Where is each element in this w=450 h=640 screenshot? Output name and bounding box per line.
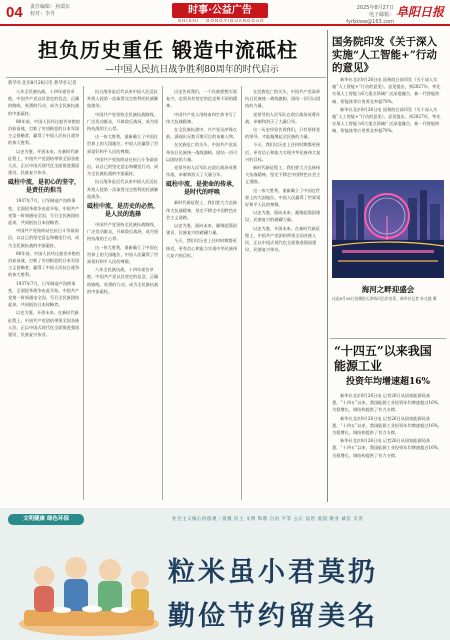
- paragraph: 80年前，中国人民经过艰苦卓绝的浴血奋战，打败了穷凶极恶的日本军国主义侵略者，赢得了中国人民抗日战争的伟大胜利。: [8, 250, 80, 278]
- paragraph: 八年全民族抗战，十四年艰苦卓绝。中国共产党以其坚定的信念、正确的路线、英勇的行动，成为全民族抗战的中流砥柱。: [87, 267, 159, 294]
- paragraph: 新时代新征程上，我们要大力弘扬伟大抗战精神，坚定不移走中国特色社会主义道路。: [166, 200, 238, 220]
- photo-caption: 这是8月26日拍摄的天津海河沿岸夜景。新华社记者 孙凡越 摄: [332, 296, 437, 301]
- paragraph: 以史为鉴，开创未来。在新时代新征程上，中国共产党团结带领全国各族人民，正以中国式现代化全面推进强国建设、民族复兴伟业。: [8, 148, 80, 176]
- paragraph: 今天，我们比历史上任何时期都更接近、更有信心和能力实现中华民族伟大复兴的目标。: [245, 142, 321, 162]
- article-column-2: [87, 88, 159, 498]
- main-subhead: —中国人民抗日战争胜利80周年的时代启示: [105, 65, 279, 75]
- masthead: [0, 0, 450, 26]
- paragraph: 历史告诉我们，一个民族要想实现复兴，必须具有坚定的信念和不屈的精神。: [166, 89, 238, 109]
- paragraph: 80年前，中国人民经过艰苦卓绝的浴血奋战，打败了穷凶极恶的日本军国主义侵略者，赢得了中国人民抗日战争的伟大胜利。: [8, 118, 80, 146]
- paragraph: 1937年7月，日军制造卢沟桥事变，全面侵华战争由此开始。中国共产党第一时间通电全国，号召全民族团结起来，共同抵抗日本侵略者。: [8, 198, 80, 226]
- energy-body: [332, 392, 444, 500]
- article-column-1: [8, 88, 80, 498]
- ai-policy-headline: 国务院印发《关于深入实施“人工智能+”行动的意见》: [332, 36, 437, 74]
- paragraph: 党领导的人民军队在敌后战场英勇作战，牵制和消灭了大量日军。: [245, 111, 321, 124]
- paragraph: 抗日战争是近代以来中国人民反抗外敌入侵第一次取得完全胜利的民族解放战争。: [87, 89, 159, 109]
- news-photo: [332, 180, 444, 278]
- contact-email: 电子邮箱：fyrbxww@163.com: [346, 12, 394, 25]
- column-rule: [241, 86, 242, 500]
- paragraph: 新华社北京8月26日电 国务院日前印发《关于深入实施“人工智能+”行动的意见》。意见提出，到2027年，率先实现人工智能与6大重点领域广泛深度融合，新一代智能终端、智能体等应用普及率超70%。: [332, 77, 441, 104]
- paragraph: 中国共产党坚持全民族抗战路线，广泛发动群众，开辟敌后战场，成为坚持抗战的主心骨。: [87, 111, 159, 132]
- photo-title: 海河之畔迎盛会: [361, 285, 415, 294]
- paragraph: 中国共产党始终站在抗日斗争最前沿，以自己的坚定意志和模范行动，成为全民族抗战的中流砥柱。: [87, 156, 159, 177]
- paragraph: 在民族危亡的关头，中国共产党高举抗日民族统一战线旗帜，团结一切可以团结的力量。: [245, 89, 321, 109]
- article-column-4: [245, 88, 323, 498]
- section-subtitle: 砥柱中流，是使命的传承，是时代的呼唤: [166, 181, 238, 197]
- paragraph: 抗日战争是近代以来中国人民反抗外敌入侵第一次取得完全胜利的民族解放战争。: [87, 179, 159, 199]
- paragraph: 八年全民族抗战，十四年艰苦卓绝。中国共产党以其坚定的信念、正确的路线、英勇的行动，成为全民族抗战的中流砥柱。: [8, 89, 80, 116]
- paragraph: 中国共产党人用鲜血和生命书写了伟大抗战精神。: [166, 111, 237, 124]
- ad-tag: 文明健康 绿色环保: [8, 514, 84, 525]
- haihe-night-scene: [332, 180, 444, 278]
- paragraph: 党领导的人民军队在敌后战场英勇作战，牵制和消灭了大量日军。: [166, 165, 237, 178]
- newspaper-logo: 阜阳日报: [396, 5, 445, 19]
- paragraph: 在全民族抗战中，共产党员冲锋在前，涌现出无数可歌可泣的英雄人物。: [166, 127, 238, 140]
- section-title: 时事·公益广告: [172, 3, 268, 18]
- paragraph: 新华社北京8月26日电 记者26日从国家能源局获悉，“十四五”以来，我国能源工业投资年均增速超过16%，为稳增长、调结构提供了有力支撑。: [332, 438, 442, 458]
- section-subtitle: 砥柱中流，是初心的坚守，是责任的担当: [8, 179, 80, 195]
- column-rule: [162, 86, 163, 500]
- paragraph: 以史为鉴，面向未来，凝聚起强国建设、民族复兴的磅礴力量。: [166, 223, 237, 236]
- paragraph: 中国共产党坚持全民族抗战路线，广泛发动群众，开辟敌后战场，成为坚持抗战的主心骨。: [87, 222, 159, 242]
- paragraph: 中国共产党始终站在抗日斗争最前沿，以自己的坚定意志和模范行动，成为全民族抗战的中流砥柱。: [8, 228, 80, 248]
- paragraph: 以史为鉴，面向未来，凝聚起强国建设、民族复兴的磅礴力量。: [245, 210, 321, 223]
- headline-rule: [6, 77, 326, 78]
- paragraph: 新时代新征程上，我们要大力弘扬伟大抗战精神，坚定不移走中国特色社会主义道路。: [245, 165, 321, 185]
- page-number: 04: [6, 4, 23, 21]
- paragraph: 新华社北京8月26日电 记者26日从国家能源局获悉，“十四五”以来，我国能源工业投资年均增速超过16%，为稳增长、调结构提供了有力支撑。: [332, 415, 442, 436]
- paragraph: 今天，我们比历史上任何时期都更接近、更有信心和能力实现中华民族伟大复兴的目标。: [166, 238, 238, 258]
- main-byline: 新华社北京8月26日电 新华社记者: [8, 81, 77, 86]
- paragraph: 以史为鉴，开创未来。在新时代新征程上，中国共产党团结带领全国各族人民，正以中国式现代化全面推进强国建设、民族复兴伟业。: [245, 225, 321, 253]
- core-values-strip: 社会主义核心价值观｜富强 民主 文明 和谐 自由 平等 公正 法治 爱国 敬业 诚信 友善: [172, 517, 364, 522]
- paragraph: 这一历史经验告诉我们，只有坚持党的领导，才能凝聚起全民族的力量。: [245, 127, 321, 140]
- paragraph: 1937年7月，日军制造卢沟桥事变，全面侵华战争由此开始。中国共产党第一时间通电全国，号召全民族团结起来，共同抵抗日本侵略者。: [8, 280, 80, 308]
- energy-headline: “十四五”以来我国能源工业: [334, 344, 432, 373]
- article-column-3: [166, 88, 238, 498]
- editor-credits: 责任编辑：孙瑞东 校对：李丹: [30, 4, 71, 17]
- story-rule: [330, 338, 446, 339]
- paragraph: 新华社北京8月26日电 国务院日前印发《关于深入实施“人工智能+”行动的意见》。意见提出，到2027年，率先实现人工智能与6大重点领域广泛深度融合，新一代智能终端、智能体等应用普及率超70%。: [332, 106, 441, 134]
- slogan-line-1: 粒米虽小君莫扔: [168, 557, 378, 588]
- paragraph: 新华社北京8月26日电 记者26日从国家能源局获悉，“十四五”以来，我国能源工业投资年均增速超过16%，为稳增长、调结构提供了有力支撑。: [332, 393, 442, 413]
- paragraph: 在民族危亡的关头，中国共产党高举抗日民族统一战线旗帜，团结一切可以团结的力量。: [166, 142, 238, 162]
- issue-date: 2025年8月27日: [356, 5, 394, 11]
- energy-subhead: 投资年均增速超16%: [345, 377, 431, 387]
- section-subtitle: 砥柱中流，是历史的必然，是人民的选择: [87, 203, 159, 219]
- section-rule: [327, 30, 328, 502]
- slogan-line-2: 勤俭节约留美名: [168, 601, 378, 632]
- paragraph: 这一伟大胜利，重新确立了中国在世界上的大国地位，中国人民赢得了世界爱好和平人民的尊敬。: [87, 244, 159, 265]
- public-service-ad: [0, 508, 450, 640]
- section-title-en: SHISHI · GONGYIGUANGGAO: [178, 18, 265, 23]
- paragraph: 这一伟大胜利，重新确立了中国在世界上的大国地位，中国人民赢得了世界爱好和平人民的尊敬。: [245, 187, 321, 208]
- column-rule: [83, 86, 84, 500]
- main-headline: 担负历史重任 锻造中流砥柱: [38, 38, 298, 62]
- ai-policy-body: [332, 76, 444, 176]
- date-info: [334, 5, 394, 26]
- family-dinner-illustration: [14, 532, 164, 640]
- paragraph: 以史为鉴，开创未来。在新时代新征程上，中国共产党团结带领全国各族人民，正以中国式现代化全面推进强国建设、民族复兴伟业。: [8, 310, 80, 338]
- paragraph: 这一伟大胜利，重新确立了中国在世界上的大国地位，中国人民赢得了世界爱好和平人民的尊敬。: [87, 134, 159, 154]
